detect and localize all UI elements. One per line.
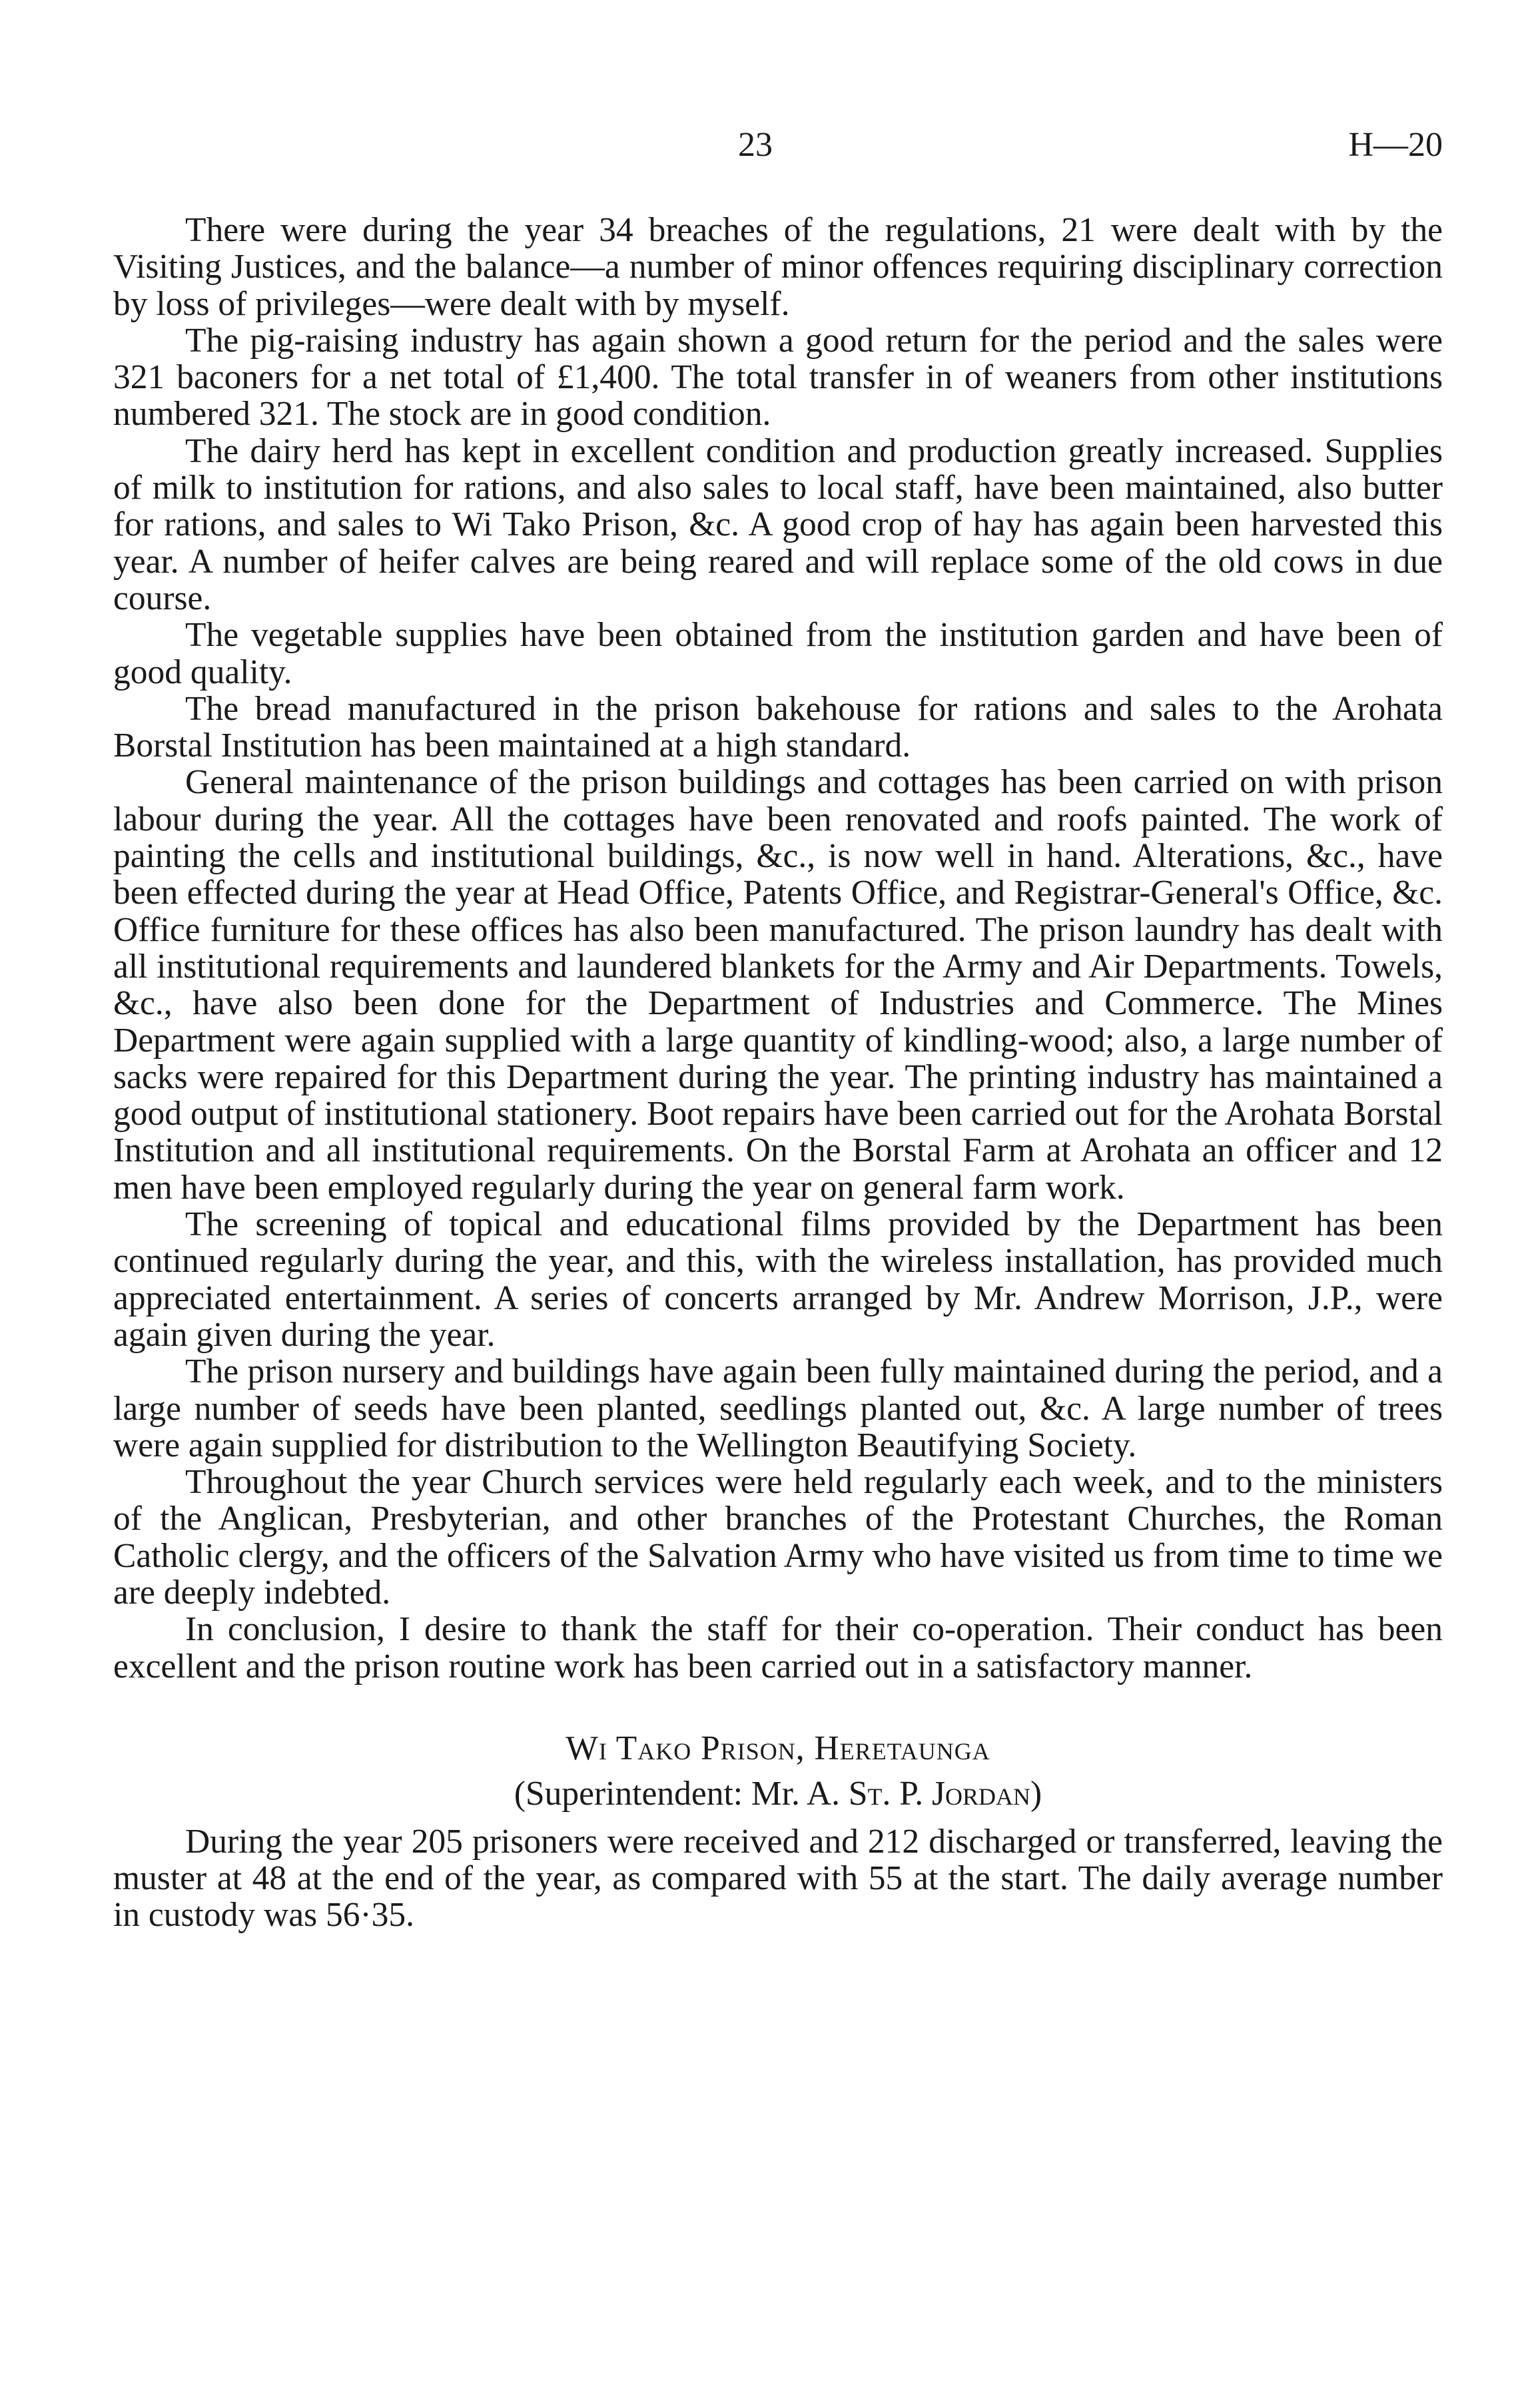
report-body	[113, 212, 1443, 1934]
subtitle-suffix: )	[1030, 1774, 1042, 1813]
page-header	[0, 125, 1516, 178]
page-number: 23	[738, 126, 773, 164]
paragraph-nursery: The prison nursery and buildings have again been fully maintained during the period, and a large number of seeds have been planted, seedlings planted out, &c. A large number of trees were again supplied for distribution to the Wellington Beautifying Society.	[113, 1353, 1443, 1464]
subtitle-prefix: (Superintendent: Mr. A.	[514, 1774, 849, 1813]
paragraph-films: The screening of topical and educational films provided by the Department has been continued regularly during the year, and this, with the wireless installation, has provided much appreciated entertainment. A series of concerts arranged by Mr. Andrew Morrison, J.P., were again given during the year.	[113, 1205, 1443, 1354]
paragraph-wi-tako-prisoners: During the year 205 prisoners were received and 212 discharged or transferred, leaving the muster at 48 at the end of the year, as compared with 55 at the start. The daily average number in custody was 56·35.	[113, 1822, 1443, 1935]
paragraph-vegetables: The vegetable supplies have been obtained from the institution garden and have been of good quality.	[113, 616, 1443, 691]
paragraph-conclusion: In conclusion, I desire to thank the staff for their co-operation. Their conduct has been excellent and the prison routine work has been carried out in a satisfactory manner.	[113, 1610, 1443, 1685]
paragraph-bakehouse: The bread manufactured in the prison bakehouse for rations and sales to the Arohata Borstal Institution has been maintained at a high standard.	[113, 689, 1443, 765]
paragraph-pig-raising: The pig-raising industry has again shown a good return for the period and the sales were 321 baconers for a net total of £1,400. The total transfer in of weaners from other institutions numbered 321. The stock are in good condition.	[113, 321, 1443, 434]
section-title: Wi Tako Prison, Heretaunga	[566, 1729, 990, 1767]
paragraph-breaches: There were during the year 34 breaches of the regulations, 21 were dealt with by the Visiting Justices, and the balance—a number of minor offences requiring disciplinary correction by loss of privileges—were dealt with by myself.	[113, 211, 1443, 323]
document-code: H—20	[1348, 126, 1443, 164]
paragraph-church-services: Throughout the year Church services were held regularly each week, and to the ministers of the Anglican, Presbyterian, and other branches of the Protestant Churches, the Roman Catholic clergy, and the officers of the Salvation Army who have visited us from time to time we are deeply indebted.	[113, 1463, 1443, 1612]
section-subtitle	[113, 1774, 1443, 1814]
superintendent-name: St. P. Jordan	[848, 1774, 1031, 1813]
paragraph-maintenance: General maintenance of the prison buildings and cottages has been carried on with prison labour during the year. All the cottages have been renovated and roofs painted. The work of painting the cells and institutional buildings, &c., is now well in hand. Alterations, &c., have been effected during the year at Head Office, Patents Office, and Registrar-General's Office, &c. Office furniture for these offices has also been manufactured. The prison laundry has dealt with all institutional requirements and laundered blankets for the Army and Air Departments. Towels, &c., have also been done for the Department of Industries and Commerce. The Mines Department were again supplied with a large quantity of kindling-wood; also, a large number of sacks were repaired for this Department during the year. The printing industry has maintained a good output of institutional stationery. Boot repairs have been carried out for the Arohata Borstal Institution and all institutional requirements. On the Borstal Farm at Arohata an officer and 12 men have been employed regularly during the year on general farm work.	[113, 763, 1443, 1207]
paragraph-dairy-herd: The dairy herd has kept in excellent condition and production greatly increased. Supplies of milk to institution for rations, and also sales to local staff, have been maintained, also butter for rations, and sales to Wi Tako Prison, &c. A good crop of hay has again been harvested this year. A number of heifer calves are being reared and will replace some of the old cows in due course.	[113, 432, 1443, 617]
